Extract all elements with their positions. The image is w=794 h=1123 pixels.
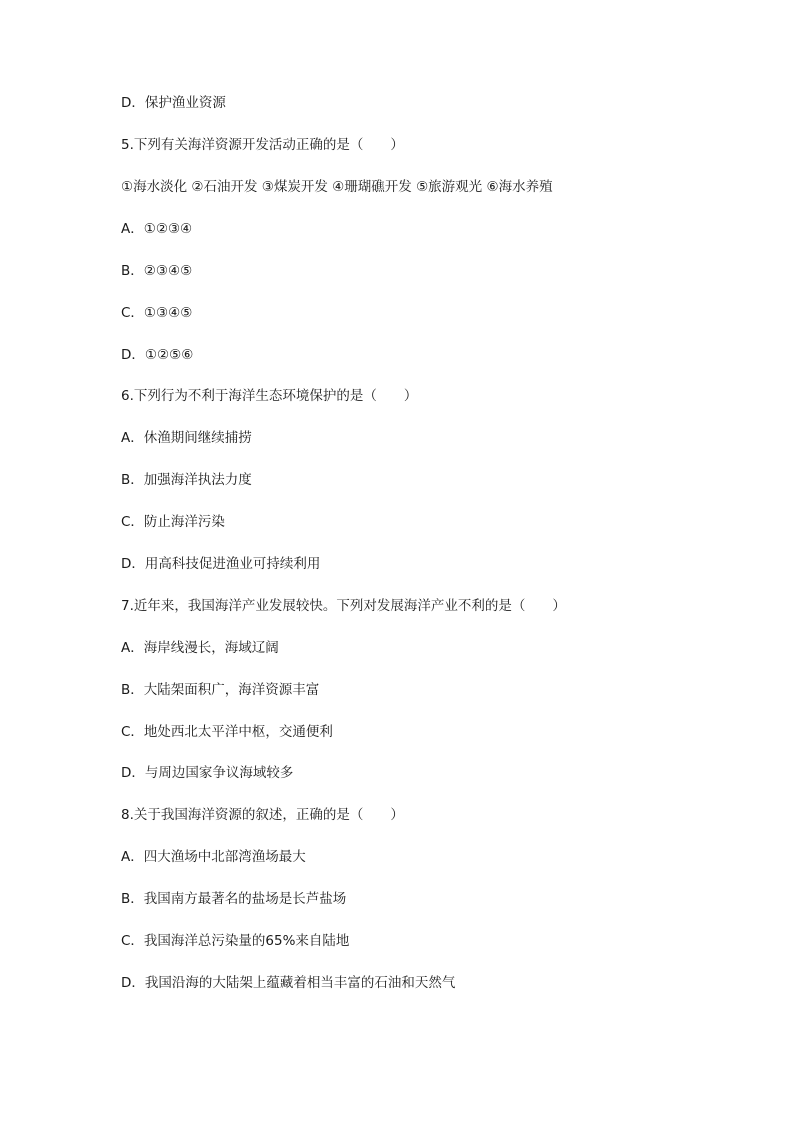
q5-option-c: C．①③④⑤ bbox=[121, 305, 193, 321]
q5-option-b: B．②③④⑤ bbox=[121, 263, 193, 279]
q5-stem: 5.下列有关海洋资源开发活动正确的是（ ） bbox=[121, 137, 404, 153]
q5-option-a: A．①②③④ bbox=[121, 221, 193, 237]
q8-option-c: C．我国海洋总污染量的65%来自陆地 bbox=[121, 933, 350, 949]
q7-option-c: C．地处西北太平洋中枢，交通便利 bbox=[121, 724, 333, 740]
q5-items: ①海水淡化 ②石油开发 ③煤炭开发 ④珊瑚礁开发 ⑤旅游观光 ⑥海水养殖 bbox=[121, 179, 553, 195]
q7-stem: 7.近年来，我国海洋产业发展较快。下列对发展海洋产业不利的是（ ） bbox=[121, 598, 566, 614]
q6-option-c: C．防止海洋污染 bbox=[121, 514, 225, 530]
q5-option-d: D．①②⑤⑥ bbox=[121, 347, 194, 363]
q7-option-d: D．与周边国家争议海域较多 bbox=[121, 765, 294, 781]
q8-stem: 8.关于我国海洋资源的叙述，正确的是（ ） bbox=[121, 807, 404, 823]
q6-option-b: B．加强海洋执法力度 bbox=[121, 472, 252, 488]
q7-option-a: A．海岸线漫长，海域辽阔 bbox=[121, 640, 279, 656]
q6-stem: 6.下列行为不利于海洋生态环境保护的是（ ） bbox=[121, 388, 418, 404]
q8-option-d: D．我国沿海的大陆架上蕴藏着相当丰富的石油和天然气 bbox=[121, 975, 456, 991]
q7-option-b: B．大陆架面积广，海洋资源丰富 bbox=[121, 682, 320, 698]
q8-option-a: A．四大渔场中北部湾渔场最大 bbox=[121, 849, 306, 865]
q8-option-b: B．我国南方最著名的盐场是长芦盐场 bbox=[121, 891, 347, 907]
q6-option-d: D．用高科技促进渔业可持续利用 bbox=[121, 556, 321, 572]
q6-option-a: A．休渔期间继续捕捞 bbox=[121, 430, 252, 446]
q4-option-d: D．保护渔业资源 bbox=[121, 95, 226, 111]
